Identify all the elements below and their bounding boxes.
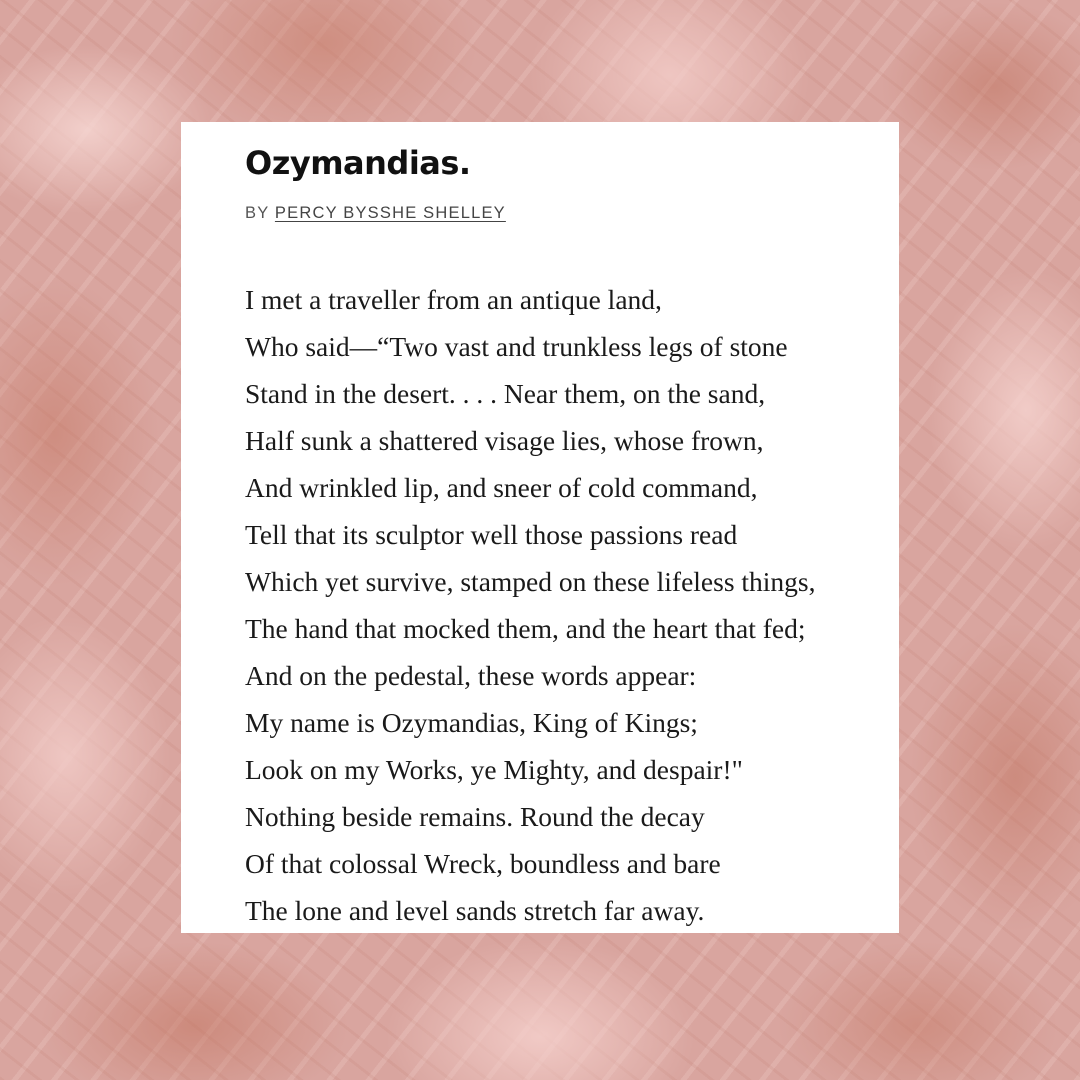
- poem-title: Ozymandias.: [245, 144, 471, 182]
- poem-line: And on the pedestal, these words appear:: [245, 660, 697, 691]
- poem-line: Which yet survive, stamped on these lifeless things,: [245, 566, 816, 597]
- poem-card: [181, 122, 899, 933]
- poem-line: Who said—“Two vast and trunkless legs of stone: [245, 331, 788, 362]
- poem-line: Look on my Works, ye Mighty, and despair!": [245, 754, 743, 785]
- poem-line: I met a traveller from an antique land,: [245, 284, 662, 315]
- poem-line: Nothing beside remains. Round the decay: [245, 801, 705, 832]
- author-link[interactable]: PERCY BYSSHE SHELLEY: [274, 204, 506, 222]
- poem-line: The lone and level sands stretch far away.: [245, 895, 705, 926]
- poem-line: And wrinkled lip, and sneer of cold command,: [245, 472, 758, 503]
- poem-line: Tell that its sculptor well those passions read: [245, 519, 738, 550]
- byline-prefix: BY: [245, 204, 270, 222]
- poem-line: My name is Ozymandias, King of Kings;: [245, 707, 698, 738]
- byline: [245, 202, 506, 224]
- poem-line: Stand in the desert. . . . Near them, on the sand,: [245, 378, 766, 409]
- poem-body: [245, 276, 816, 934]
- poem-line: The hand that mocked them, and the heart that fed;: [245, 613, 806, 644]
- poem-line: Half sunk a shattered visage lies, whose frown,: [245, 425, 764, 456]
- poem-line: Of that colossal Wreck, boundless and bare: [245, 848, 721, 879]
